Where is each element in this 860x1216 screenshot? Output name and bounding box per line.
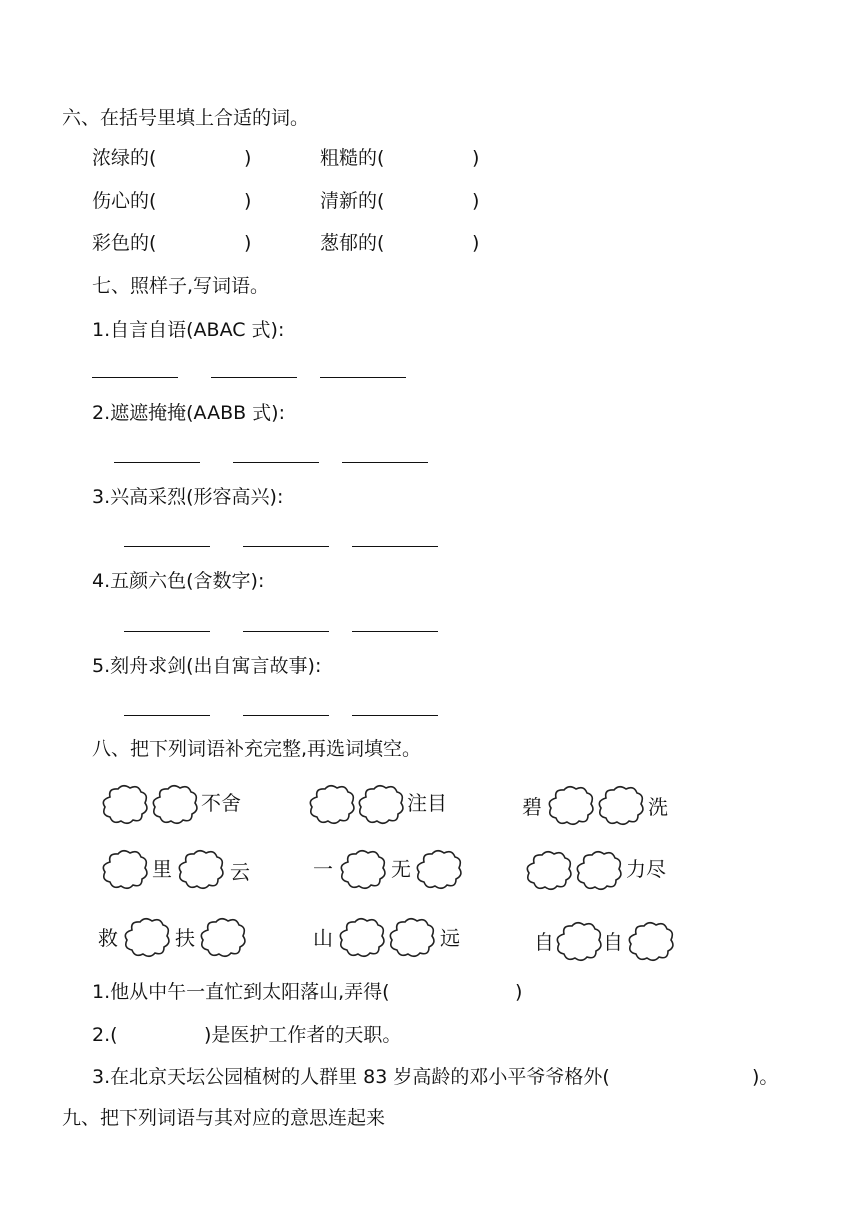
idiom-chars: 注目: [407, 791, 447, 815]
answer-blank[interactable]: [233, 462, 319, 463]
section9-title: 九、把下列词语与其对应的意思连起来: [62, 1107, 386, 1129]
idiom-chars: 一: [313, 857, 333, 881]
cloud-blank[interactable]: [356, 783, 406, 825]
answer-blank[interactable]: [124, 631, 210, 632]
sentence-tail: )是医护工作者的天职。: [204, 1024, 402, 1046]
exercise-prompt: 1.自言自语(ABAC 式):: [92, 319, 285, 341]
answer-blank[interactable]: [211, 377, 297, 378]
exercise-prompt: 5.刻舟求剑(出自寓言故事):: [92, 655, 322, 677]
fill-item: 葱郁的(: [320, 232, 385, 254]
fill-sentence: 1.他从中午一直忙到太阳落山,弄得(: [92, 981, 390, 1003]
idiom-chars: 力尽: [626, 857, 666, 881]
section6-title: 六、在括号里填上合适的词。: [62, 107, 310, 129]
fill-item: 浓绿的(: [92, 147, 157, 169]
close-paren: ): [472, 232, 480, 254]
fill-item: 粗糙的(: [320, 147, 385, 169]
answer-blank[interactable]: [92, 377, 178, 378]
close-paren: ): [244, 232, 252, 254]
cloud-blank[interactable]: [100, 783, 150, 825]
answer-blank[interactable]: [243, 546, 329, 547]
idiom-chars: 里: [152, 857, 172, 881]
answer-blank[interactable]: [320, 377, 406, 378]
sentence-tail: )。: [752, 1066, 779, 1088]
cloud-blank[interactable]: [307, 783, 357, 825]
section7-title: 七、照样子,写词语。: [92, 275, 270, 297]
answer-blank[interactable]: [124, 546, 210, 547]
idiom-chars: 救: [98, 926, 118, 950]
cloud-blank[interactable]: [596, 784, 646, 826]
answer-blank[interactable]: [352, 631, 438, 632]
answer-blank[interactable]: [124, 715, 210, 716]
cloud-blank[interactable]: [387, 916, 437, 958]
exercise-prompt: 3.兴高采烈(形容高兴):: [92, 486, 284, 508]
answer-blank[interactable]: [342, 462, 428, 463]
cloud-blank[interactable]: [338, 848, 388, 890]
fill-item: 伤心的(: [92, 190, 157, 212]
cloud-blank[interactable]: [198, 916, 248, 958]
idiom-chars: 不舍: [201, 791, 241, 815]
answer-blank[interactable]: [352, 715, 438, 716]
cloud-blank[interactable]: [122, 916, 172, 958]
fill-sentence: 2.(: [92, 1024, 118, 1046]
cloud-blank[interactable]: [524, 849, 574, 891]
idiom-chars: 碧: [522, 795, 542, 819]
idiom-chars: 云: [230, 860, 250, 884]
cloud-blank[interactable]: [626, 920, 676, 962]
idiom-chars: 扶: [175, 926, 195, 950]
fill-sentence: 3.在北京天坛公园植树的人群里 83 岁高龄的邓小平爷爷格外(: [92, 1066, 610, 1088]
cloud-blank[interactable]: [100, 848, 150, 890]
answer-blank[interactable]: [114, 462, 200, 463]
close-paren: ): [244, 190, 252, 212]
idiom-chars: 自: [603, 930, 623, 954]
cloud-blank[interactable]: [150, 783, 200, 825]
close-paren: ): [472, 190, 480, 212]
fill-item: 彩色的(: [92, 232, 157, 254]
idiom-chars: 山: [313, 926, 333, 950]
answer-blank[interactable]: [243, 631, 329, 632]
cloud-blank[interactable]: [546, 784, 596, 826]
section8-title: 八、把下列词语补充完整,再选词填空。: [92, 738, 422, 760]
cloud-blank[interactable]: [337, 916, 387, 958]
idiom-chars: 自: [534, 930, 554, 954]
cloud-blank[interactable]: [176, 848, 226, 890]
cloud-blank[interactable]: [574, 849, 624, 891]
idiom-chars: 洗: [648, 795, 668, 819]
exercise-prompt: 4.五颜六色(含数字):: [92, 570, 265, 592]
cloud-blank[interactable]: [554, 920, 604, 962]
idiom-chars: 远: [440, 926, 460, 950]
cloud-blank[interactable]: [414, 848, 464, 890]
fill-item: 清新的(: [320, 190, 385, 212]
close-paren: ): [472, 147, 480, 169]
exercise-prompt: 2.遮遮掩掩(AABB 式):: [92, 402, 285, 424]
idiom-chars: 无: [391, 857, 411, 881]
answer-blank[interactable]: [243, 715, 329, 716]
sentence-tail: ): [515, 981, 523, 1003]
answer-blank[interactable]: [352, 546, 438, 547]
close-paren: ): [244, 147, 252, 169]
